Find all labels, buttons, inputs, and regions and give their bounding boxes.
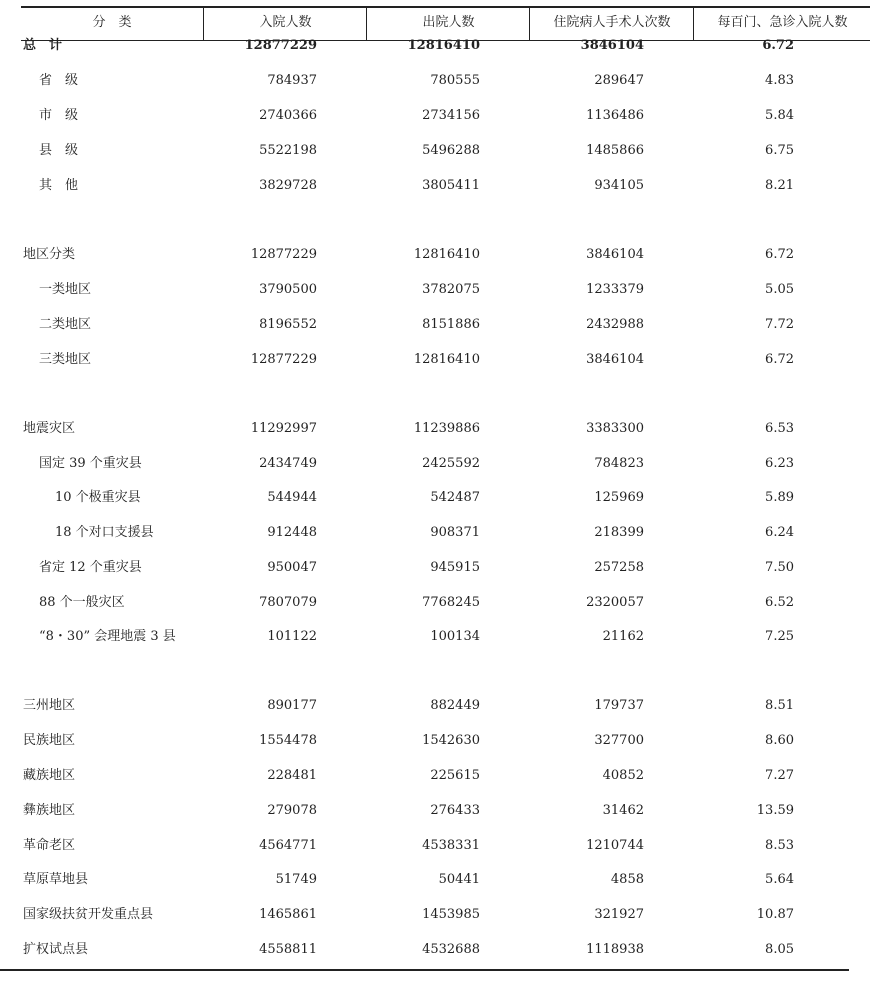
row-value: 5.05 [765,282,794,297]
row-value: 3383300 [586,421,644,436]
row-value: 1485866 [586,143,644,158]
table-row [21,521,870,545]
row-value: 5496288 [422,143,480,158]
row-value: 21162 [602,629,644,644]
row-value: 125969 [594,490,644,505]
row-value: 8151886 [422,317,480,332]
row-value: 784937 [267,73,317,88]
row-label: 18 个对口支援县 [55,525,154,540]
row-value: 912448 [267,525,317,540]
row-label: 总 计 [23,38,63,53]
row-label: 10 个极重灾县 [55,490,141,505]
row-value: 5.89 [765,490,794,505]
row-label: “8・30” 会理地震 3 县 [39,629,176,644]
row-value: 3790500 [259,282,317,297]
table-row [21,69,870,93]
header-surgeries: 住院病人手术人次数 [529,8,694,40]
row-value: 7.50 [765,560,794,575]
row-value: 4532688 [422,942,480,957]
header-admissions: 入院人数 [203,8,367,40]
row-value: 7.25 [765,629,794,644]
row-value: 12816410 [413,247,480,262]
row-label: 彝族地区 [23,803,76,818]
row-value: 3805411 [422,178,480,193]
row-value: 6.75 [765,143,794,158]
row-value: 1554478 [259,733,317,748]
row-label: 三类地区 [39,352,92,367]
row-label: 一类地区 [39,282,92,297]
table-row [21,348,870,372]
row-label: 革命老区 [23,838,76,853]
row-value: 3846104 [586,352,644,367]
table-row [21,694,870,718]
table-row [21,139,870,163]
row-value: 6.53 [765,421,794,436]
row-label: 市 级 [39,108,79,123]
row-value: 784823 [594,456,644,471]
row-label: 国家级扶贫开发重点县 [23,907,154,922]
row-value: 5522198 [259,143,317,158]
row-value: 780555 [430,73,480,88]
row-value: 908371 [430,525,480,540]
row-value: 218399 [594,525,644,540]
row-value: 279078 [267,803,317,818]
table-row [21,174,870,198]
row-value: 1233379 [586,282,644,297]
row-value: 4.83 [765,73,794,88]
row-value: 4558811 [259,942,317,957]
row-value: 276433 [430,803,480,818]
row-label: 地震灾区 [23,421,76,436]
statistics-table [21,6,870,957]
row-value: 40852 [602,768,644,783]
row-value: 3846104 [580,38,644,53]
row-value: 2434749 [259,456,317,471]
row-value: 6.72 [765,352,794,367]
row-value: 934105 [594,178,644,193]
row-value: 542487 [430,490,480,505]
row-value: 6.72 [762,38,794,53]
row-value: 1453985 [422,907,480,922]
table-row [21,591,870,615]
row-value: 12816410 [413,352,480,367]
row-value: 327700 [594,733,644,748]
table-row [21,313,870,337]
table-row [21,278,870,302]
row-value: 4538331 [422,838,480,853]
row-value: 13.59 [756,803,794,818]
row-value: 950047 [267,560,317,575]
row-value: 31462 [602,803,644,818]
table-row [21,486,870,510]
row-value: 3829728 [259,178,317,193]
header-admission-rate: 每百门、急诊入院人数 [693,8,871,40]
row-value: 1542630 [422,733,480,748]
row-value: 2320057 [586,595,644,610]
row-value: 2734156 [422,108,480,123]
row-value: 4564771 [259,838,317,853]
row-value: 945915 [430,560,480,575]
row-value: 2425592 [422,456,480,471]
row-value: 1465861 [259,907,317,922]
row-value: 5.84 [765,108,794,123]
table-row [21,834,870,858]
row-value: 1136486 [586,108,644,123]
row-value: 11239886 [413,421,480,436]
row-value: 1118938 [586,942,644,957]
row-label: 二类地区 [39,317,92,332]
table-row [21,452,870,476]
table-row [21,764,870,788]
row-value: 225615 [430,768,480,783]
row-label: 草原草地县 [23,872,89,887]
row-value: 8.60 [765,733,794,748]
row-value: 12877229 [250,247,317,262]
row-value: 6.52 [765,595,794,610]
row-label: 其 他 [39,178,79,193]
bottom-rule [0,969,849,971]
row-value: 6.24 [765,525,794,540]
header-discharges: 出院人数 [366,8,530,40]
row-value: 3846104 [586,247,644,262]
row-value: 7.72 [765,317,794,332]
row-value: 2740366 [259,108,317,123]
row-value: 882449 [430,698,480,713]
row-value: 2432988 [586,317,644,332]
row-value: 7807079 [259,595,317,610]
row-value: 50441 [438,872,480,887]
row-label: 三州地区 [23,698,76,713]
row-value: 289647 [594,73,644,88]
header-category: 分 类 [92,15,132,30]
table-row [21,868,870,892]
row-value: 8.51 [765,698,794,713]
row-value: 7768245 [422,595,480,610]
row-value: 8196552 [259,317,317,332]
table-row [21,417,870,441]
row-value: 101122 [267,629,317,644]
row-label: 省定 12 个重灾县 [39,560,142,575]
row-label: 省 级 [39,73,79,88]
table-row [21,556,870,580]
row-value: 100134 [430,629,480,644]
table-row [21,938,870,962]
row-label: 民族地区 [23,733,76,748]
row-value: 1210744 [586,838,644,853]
row-value: 890177 [267,698,317,713]
row-value: 10.87 [756,907,794,922]
row-label: 藏族地区 [23,768,76,783]
row-value: 228481 [267,768,317,783]
row-value: 3782075 [422,282,480,297]
row-value: 4858 [610,872,644,887]
table-row [21,243,870,267]
row-value: 12816410 [407,38,480,53]
row-value: 257258 [594,560,644,575]
table-row [21,729,870,753]
table-row [21,799,870,823]
row-label: 88 个一般灾区 [39,595,125,610]
row-value: 8.53 [765,838,794,853]
row-value: 179737 [594,698,644,713]
table-row [21,903,870,927]
row-value: 12877229 [250,352,317,367]
row-value: 11292997 [250,421,317,436]
table-row [21,625,870,649]
row-label: 地区分类 [23,247,76,262]
row-value: 544944 [267,490,317,505]
row-value: 12877229 [244,38,317,53]
row-value: 321927 [594,907,644,922]
row-value: 51749 [275,872,317,887]
table-row [21,34,870,58]
row-value: 8.05 [765,942,794,957]
row-label: 扩权试点县 [23,942,89,957]
row-label: 县 级 [39,143,79,158]
row-value: 8.21 [765,178,794,193]
row-value: 7.27 [765,768,794,783]
table-row [21,104,870,128]
row-value: 6.72 [765,247,794,262]
row-value: 6.23 [765,456,794,471]
row-value: 5.64 [765,872,794,887]
row-label: 国定 39 个重灾县 [39,456,142,471]
